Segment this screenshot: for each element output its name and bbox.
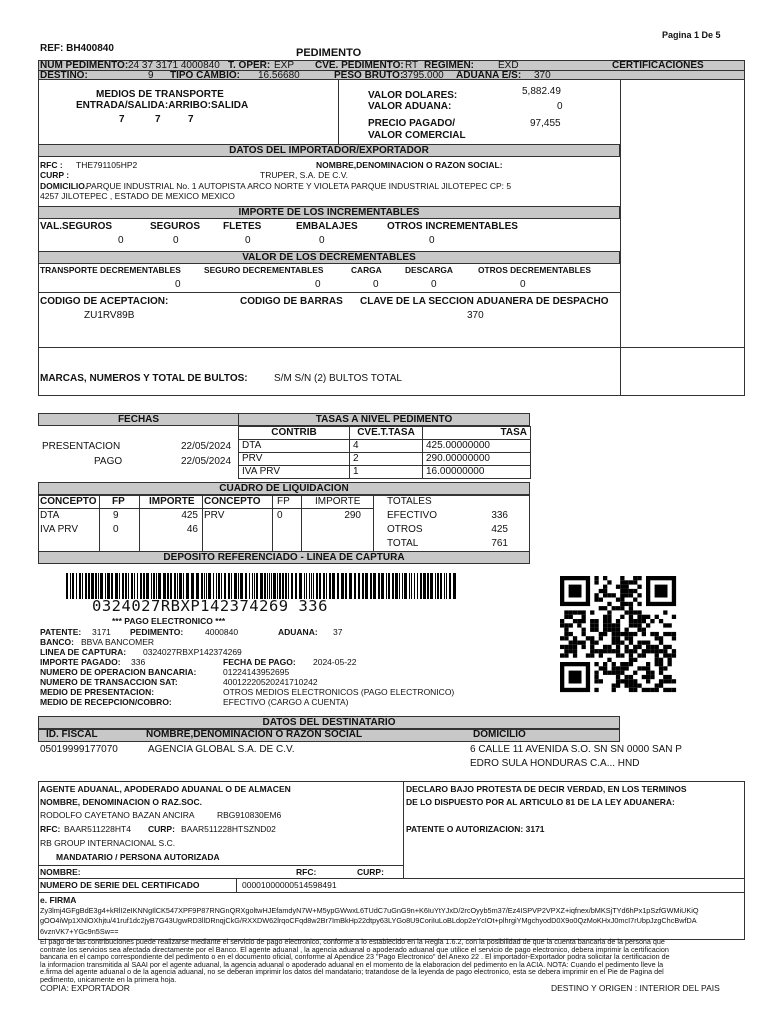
liq-col-importe2: IMPORTE: [315, 496, 361, 507]
valor-aduana: 0: [557, 101, 563, 112]
agente-curp-label: CURP:: [148, 824, 175, 834]
certificado-serie-label: NUMERO DE SERIE DEL CERTIFICADO: [40, 880, 200, 890]
liq-total-label-otros: OTROS: [387, 524, 423, 535]
mandatario-nombre-label: NOMBRE:: [40, 867, 81, 877]
fecha-pago-deposito: 2024-05-22: [313, 657, 357, 667]
liq-total-efectivo: 336: [491, 510, 508, 521]
medio-presentacion-label: MEDIO DE PRESENTACION:: [40, 687, 155, 697]
importador-nombre-label: NOMBRE,DENOMINACION O RAZON SOCIAL:: [316, 160, 503, 170]
tasas-cell: 2: [350, 453, 423, 466]
liq-col-fp2: FP: [277, 496, 290, 507]
agente-rfc: BAAR511228HT4: [64, 824, 131, 834]
banco-label: BANCO:: [40, 637, 74, 647]
page-number: Pagina 1 De 5: [662, 30, 721, 40]
decrementables-header-seguro: SEGURO DECREMENTABLES: [204, 265, 324, 275]
destinatario-domicilio-line1: 6 CALLE 11 AVENIDA S.O. SN SN 0000 SAN P: [470, 744, 682, 755]
liq-col-concepto2: CONCEPTO: [204, 496, 261, 507]
destinatario-id-fiscal: 05019999177070: [40, 744, 118, 755]
operacion-bancaria: 01224143952695: [223, 667, 290, 677]
mandatario-label: MANDATARIO / PERSONA AUTORIZADA: [56, 852, 220, 862]
reference: REF: BH400840: [40, 43, 114, 54]
mandatario-rfc-label: RFC:: [296, 867, 317, 877]
agente-empresa: RB GROUP INTERNACIONAL S.C.: [40, 838, 176, 848]
destinatario-col-nombre: NOMBRE,DENOMINACION O RAZON SOCIAL: [146, 729, 363, 740]
pago-electronico-label: *** PAGO ELECTRONICO ***: [112, 616, 226, 626]
incrementables-embalajes: 0: [319, 235, 325, 246]
destinatario-col-domicilio: DOMICILIO: [473, 729, 526, 740]
agente-rfc-label: RFC:: [40, 824, 61, 834]
agente-title: AGENTE ADUANAL, APODERADO ADUANAL O DE ALMACEN: [40, 784, 291, 794]
regimen: EXD: [498, 60, 519, 71]
medio-recepcion: EFECTIVO (CARGO A CUENTA): [223, 697, 349, 707]
tasas-header: TASAS A NIVEL PEDIMENTO: [238, 413, 530, 426]
deposito-header: DEPOSITO REFERENCIADO - LINEA DE CAPTURA: [38, 551, 530, 564]
liq-col-importe: IMPORTE: [149, 496, 195, 507]
destinatario-nombre: AGENCIA GLOBAL S.A. DE C.V.: [148, 744, 295, 755]
valor-dolares-label: VALOR DOLARES:: [368, 90, 458, 101]
aduana-label: ADUANA:: [278, 627, 318, 637]
valor-comercial-label: VALOR COMERCIAL: [368, 130, 466, 141]
tasas-table: [238, 426, 531, 479]
importador-nombre: TRUPER, S.A. DE C.V.: [260, 170, 349, 180]
tipo-cambio-label: TIPO CAMBIO:: [170, 70, 240, 81]
marcas-frame: [38, 348, 745, 396]
incrementables-header-fletes: FLETES: [223, 221, 262, 232]
tasas-cell: 290.00000000: [423, 453, 531, 466]
importador-rfc: THE791105HP2: [76, 160, 138, 170]
table-row: [239, 453, 531, 466]
valor-dolares: 5,882.49: [522, 86, 561, 97]
importe-pagado-label: IMPORTE PAGADO:: [40, 657, 121, 667]
codigo-aceptacion-label: CODIGO DE ACEPTACION:: [40, 296, 169, 307]
liq-left-fp-2: 0: [113, 524, 119, 535]
destino: 9: [148, 70, 154, 81]
aduana: 37: [333, 627, 343, 637]
liq-mid-concepto-1: PRV: [204, 510, 225, 521]
incrementables-header-seguros: SEGUROS: [150, 221, 201, 232]
transporte-label: MEDIOS DE TRANSPORTE: [96, 89, 224, 100]
legal-line5: e.firma del agente aduanal o de la agencia aduanal, no se deberan imprimir los datos del mandatario; tratandose de la leyenda de pago electronico, esta se debera imprimir en el Pie de Pagina del: [40, 967, 664, 976]
table-row: [239, 440, 531, 453]
tasas-cell: 4: [350, 440, 423, 453]
incrementables-seguros: 0: [173, 235, 179, 246]
importador-section-header: DATOS DEL IMPORTADOR/EXPORTADOR: [38, 144, 620, 157]
importador-rfc-label: RFC :: [40, 160, 63, 170]
num-pedimento-label: NUM PEDIMENTO:: [40, 60, 129, 71]
fechas-header: FECHAS: [38, 413, 239, 426]
liq-left-importe-1: 425: [181, 510, 198, 521]
codigo-aceptacion: ZU1RV89B: [84, 310, 135, 321]
liq-left-importe-2: 46: [186, 524, 198, 535]
linea-captura-label: LINEA DE CAPTURA:: [40, 647, 127, 657]
agente-nombre-label: NOMBRE, DENOMINACION O RAZ.SOC.: [40, 797, 202, 807]
tasas-col-tasa: TASA: [423, 427, 531, 440]
firma-label: e. FIRMA: [40, 895, 77, 905]
operacion-bancaria-label: NUMERO DE OPERACION BANCARIA:: [40, 667, 197, 677]
liq-total-label-total: TOTAL: [387, 538, 419, 549]
codigo-barras-label: CODIGO DE BARRAS: [240, 296, 343, 307]
liq-left-concepto-2: IVA PRV: [40, 524, 78, 535]
decrementables-descarga: 0: [431, 279, 437, 290]
agente-rfc-inline: RBG910830EM6: [217, 810, 282, 820]
tasas-col-cve: CVE.T.TASA: [350, 427, 423, 440]
legal-line4: la informacion transmitida al SAAI por el agente aduanal, la agencia aduanal o apoderado aduanal en el momento de la elaboracion del pedimento en la ACIA. NOTA: Cuando el pedimento lleve la: [40, 959, 664, 969]
transporte-salida: 7: [188, 114, 194, 125]
liq-total-total: 761: [491, 538, 508, 549]
agente-nombre: RODOLFO CAYETANO BAZAN ANCIRA: [40, 810, 195, 820]
declaro-line2: DE LO DISPUESTO POR AL ARTICULO 81 DE LA LEY ADUANERA:: [406, 797, 675, 807]
banco: BBVA BANCOMER: [81, 637, 155, 647]
aduana-es: 370: [534, 70, 551, 81]
patente-label: PATENTE:: [40, 627, 82, 637]
liq-total-label-efectivo: EFECTIVO: [387, 510, 438, 521]
legal-line3: bancaria en el campo correspondiente del pedimento o en el documento oficial, conforme al Apendice 23 "Pago Electronico" del Anexo 22 . El importador-Exportador podra solicitar la certificacion de: [40, 952, 670, 961]
transaccion-sat: 40012220520241710242: [223, 677, 318, 687]
destinatario-header: DATOS DEL DESTINATARIO: [38, 716, 620, 729]
pedimento-label: PEDIMENTO:: [130, 627, 184, 637]
patente-autorizacion: PATENTE O AUTORIZACION: 3171: [406, 824, 545, 834]
legal-line2: contrate los servicios sea afectada directamente por el Banco. El agente aduanal , la agencia aduanal o apoderado aduanal que utilice el servicio de pago electronico, debera imprimir la certificacion: [40, 944, 669, 954]
legal-line6: pedimento, unicamente en la primera hoja.: [40, 974, 177, 984]
tasas-cell: DTA: [239, 440, 350, 453]
liq-col-fp: FP: [112, 496, 125, 507]
fecha-pago: 22/05/2024: [181, 456, 232, 467]
incrementables-val-seguros: 0: [118, 235, 124, 246]
incrementables-section-header: IMPORTE DE LOS INCREMENTABLES: [38, 206, 620, 219]
liq-total-otros: 425: [491, 524, 508, 535]
fecha-label-presentacion: PRESENTACION: [42, 441, 121, 452]
decrementables-header-descarga: DESCARGA: [405, 265, 453, 275]
decrementables-header-otros: OTROS DECREMENTABLES: [478, 265, 591, 275]
barcode-image: [66, 573, 456, 599]
clave-seccion-label: CLAVE DE LA SECCION ADUANERA DE DESPACHO: [360, 296, 609, 307]
fecha-presentacion: 22/05/2024: [181, 441, 232, 452]
precio-pagado-label: PRECIO PAGADO/: [368, 118, 456, 129]
incrementables-otros: 0: [429, 235, 435, 246]
t-oper: EXP: [274, 60, 295, 71]
decrementables-header-transporte: TRANSPORTE DECREMENTABLES: [40, 265, 181, 275]
liq-mid-fp-1: 0: [277, 510, 283, 521]
destino-label: DESTINO:: [40, 70, 88, 81]
destinatario-col-id: ID. FISCAL: [46, 729, 98, 740]
incrementables-fletes: 0: [245, 235, 251, 246]
importador-domicilio-line1: PARQUE INDUSTRIAL No. 1 AUTOPISTA ARCO NORTE Y VIOLETA PARQUE INDUSTRIAL JILOTEPEC CP: 5: [86, 181, 512, 191]
medio-recepcion-label: MEDIO DE RECEPCION/COBRO:: [40, 697, 172, 707]
precio-pagado: 97,455: [530, 118, 561, 129]
destinatario-domicilio-line2: EDRO SULA HONDURAS C.A... HND: [470, 758, 640, 769]
decrementables-header-carga: CARGA: [351, 265, 382, 275]
clave-seccion: 370: [467, 310, 484, 321]
legal-line1: El pago de las contribuciones puede realizarse mediante el servicio de pago electronico, conforme a lo establecido en la Regla 1.6.2, con la posibilidad de que la cuenta bancaria de la persona que: [40, 937, 665, 946]
fecha-label-pago: PAGO: [94, 456, 123, 467]
certificado-serie: 00001000000514598491: [242, 880, 337, 890]
incrementables-header-otros: OTROS INCREMENTABLES: [387, 221, 518, 232]
liquidacion-header: CUADRO DE LIQUIDACION: [38, 482, 530, 495]
footer-copia: COPIA: EXPORTADOR: [40, 983, 130, 993]
linea-captura: 0324027RBXP142374269: [143, 647, 242, 657]
peso-bruto-label: PESO BRUTO:: [334, 70, 404, 81]
importador-domicilio-line2: 4257 JILOTEPEC , ESTADO DE MEXICO MEXICO: [40, 191, 235, 201]
importe-pagado: 336: [131, 657, 146, 667]
tasas-cell: IVA PRV: [239, 466, 350, 479]
peso-bruto: 3795.000: [402, 70, 444, 81]
valor-aduana-label: VALOR ADUANA:: [368, 101, 452, 112]
agente-curp: BAAR511228HTSZND02: [181, 824, 276, 834]
fecha-pago-label: FECHA DE PAGO:: [223, 657, 296, 667]
liq-col-totales: TOTALES: [387, 496, 432, 507]
decrementables-seguro: 0: [315, 279, 321, 290]
tasas-cell: 16.00000000: [423, 466, 531, 479]
tasas-cell: PRV: [239, 453, 350, 466]
decrementables-carga: 0: [373, 279, 379, 290]
document-title: PEDIMENTO: [296, 47, 362, 59]
liq-col-concepto: CONCEPTO: [40, 496, 97, 507]
footer-destino: DESTINO Y ORIGEN : INTERIOR DEL PAIS: [551, 983, 720, 993]
incrementables-header-embalajes: EMBALAJES: [296, 221, 358, 232]
transaccion-sat-label: NUMERO DE TRANSACCION SAT:: [40, 677, 178, 687]
qr-code-image: [560, 576, 710, 694]
firma-line1: Zy3lmj4GFgBdE3g4+kRlI2eIKNNgIlCK547XPF9P87RNGnQRXgoltwHJEfamdyN7W+M5ypGWwxL6TUdC7uGnG9n+K6IuYtYJxD/2rcOyyb5m37/Ez4ISPVP2VPXZ+iqfnex/bMKSjTYd6hPx1pSzfGWMiUKiQ: [40, 906, 699, 915]
barcode-text: 0324027RBXP142374269 336: [92, 597, 328, 615]
incrementables-header-val-seguros: VAL.SEGUROS: [40, 221, 113, 232]
liq-mid-importe-1: 290: [344, 510, 361, 521]
transporte-sublabel: ENTRADA/SALIDA:ARRIBO:SALIDA: [76, 100, 249, 111]
certificaciones-label: CERTIFICACIONES: [612, 60, 704, 71]
patente: 3171: [92, 627, 111, 637]
cve-pedimento-label: CVE. PEDIMENTO:: [315, 60, 404, 71]
decrementables-transporte: 0: [175, 279, 181, 290]
decrementables-otros: 0: [520, 279, 526, 290]
liq-left-fp-1: 9: [113, 510, 119, 521]
pedimento: 4000840: [205, 627, 239, 637]
declaro-line1: DECLARO BAJO PROTESTA DE DECIR VERDAD, EN LOS TERMINOS: [406, 784, 687, 794]
regimen-label: REGIMEN:: [424, 60, 474, 71]
table-row: [239, 466, 531, 479]
importador-domicilio-label: DOMICILIO.: [40, 181, 88, 191]
tasas-cell: 1: [350, 466, 423, 479]
mandatario-curp-label: CURP:: [357, 867, 384, 877]
tasas-cell: 425.00000000: [423, 440, 531, 453]
liq-left-concepto-1: DTA: [40, 510, 60, 521]
firma-line3: 6vznVK7+YGc9n5Sw==: [40, 927, 119, 936]
transporte-entrada: 7: [119, 114, 125, 125]
decrementables-section-header: VALOR DE LOS DECREMENTABLES: [38, 251, 620, 264]
medio-presentacion: OTROS MEDIOS ELECTRONICOS (PAGO ELECTRONICO): [223, 687, 455, 697]
transporte-arribo: 7: [155, 114, 161, 125]
t-oper-label: T. OPER:: [228, 60, 271, 71]
marcas-value: S/M S/N (2) BULTOS TOTAL: [274, 373, 402, 384]
num-pedimento: 24 37 3171 4000840: [128, 60, 220, 71]
tasas-col-contrib: CONTRIB: [239, 427, 350, 440]
marcas-label: MARCAS, NUMEROS Y TOTAL DE BULTOS:: [40, 373, 248, 384]
aduana-es-label: ADUANA E/S:: [456, 70, 522, 81]
firma-line2: gOO4iWp1XNlOXhjtu/41ruf1dc2jyB7G43UgwRD3llDRnqjCkG/RXXDW62lrqoCFqd8w2Br7ImBkHp22dtpy63LYGo8U9CoriIuLoBLdop2eYcIOt+plhrgiYMgchyodD0X9o0QzMoKHxJ0mcI7rUbpJzgChcBwfDA: [40, 916, 697, 925]
cve-pedimento: RT: [405, 60, 419, 71]
tipo-cambio: 16.56680: [258, 70, 300, 81]
importador-curp-label: CURP :: [40, 170, 70, 180]
